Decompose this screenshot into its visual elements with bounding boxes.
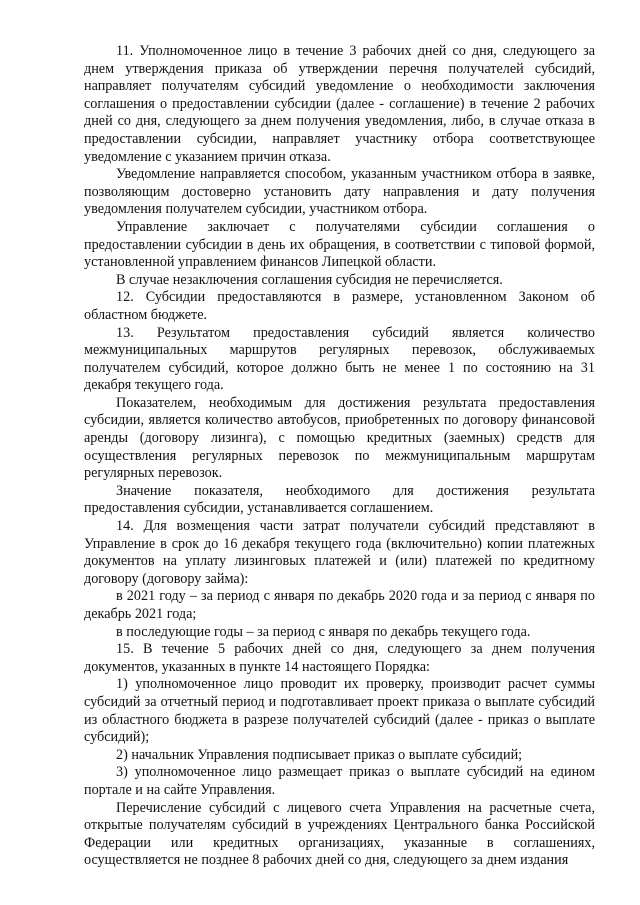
paragraph-agreement-conclusion: Управление заключает с получателями субсидии соглашения о предоставлении субсидии в день их обращения, в соответствии с типовой формой, установленной управлением финансов Липецкой области. [84, 218, 595, 271]
paragraph-12: 12. Субсидии предоставляются в размере, установленном Законом об областном бюджете. [84, 289, 595, 323]
paragraph-13: 13. Результатом предоставления субсидий является количество межмуниципальных маршрутов регулярных перевозок, обслуживаемых получателем субсидий, которое должно быть не менее 1 по состоянию на 31 декабря текущего года. [84, 324, 595, 394]
paragraph-indicator: Показателем, необходимым для достижения результата предоставления субсидии, является количество автобусов, приобретенных по договору финансовой аренды (договору лизинга), с помощью кредитных (заемных) средств для осуществления регулярных перевозок по межмуниципальным маршрутам регулярных перевозок. [84, 394, 595, 482]
paragraph-notification-method: Уведомление направляется способом, указанным участником отбора в заявке, позволяющим достоверно установить дату направления и дату получения уведомления получателем субсидии, участником отбора. [84, 166, 595, 218]
paragraph-15: 15. В течение 5 рабочих дней со дня, следующего за днем получения документов, указанных в пункте 14 настоящего Порядка: [84, 641, 595, 675]
paragraph-15-item-3: 3) уполномоченное лицо размещает приказ о выплате субсидий на едином портале и на сайте Управления. [84, 764, 595, 798]
paragraph-non-conclusion: В случае незаключения соглашения субсидия не перечисляется. [116, 271, 503, 288]
paragraph-14-year-2021: в 2021 году – за период с января по декабрь 2020 года и за период с января по декабрь 2021 года; [84, 588, 595, 622]
paragraph-11: 11. Уполномоченное лицо в течение 3 рабочих дней со дня, следующего за днем утверждения приказа об утверждении перечня получателей субсидий, направляет получателям субсидий уведомление о необходимости заключения соглашения о предоставлении субсидии (далее - соглашение) в течение 2 рабочих дней со дня, следующего за днем получения уведомления, либо, в случае отказа в предоставлении субсидии, направляет участнику отбора соответствующее уведомление с указанием причин отказа. [84, 43, 595, 165]
paragraph-15-item-2: 2) начальник Управления подписывает приказ о выплате субсидий; [116, 746, 523, 763]
paragraph-14-following-years: в последующие годы – за период с января по декабрь текущего года. [116, 623, 531, 640]
paragraph-14: 14. Для возмещения части затрат получатели субсидий представляют в Управление в срок до 16 декабря текущего года (включительно) копии платежных документов на уплату лизинговых платежей и (или) платежей по кредитному договору (договору займа): [84, 518, 595, 587]
paragraph-indicator-value: Значение показателя, необходимого для достижения результата предоставления субсидии, устанавливается соглашением. [84, 482, 595, 517]
paragraph-transfer: Перечисление субсидий с лицевого счета Управления на расчетные счета, открытые получателям субсидий в учреждениях Центрального банка Российской Федерации или кредитных организациях, указанные в соглашениях, осуществляется не позднее 8 рабочих дней со дня, следующего за днем издания [84, 799, 595, 869]
paragraph-15-item-1: 1) уполномоченное лицо проводит их проверку, производит расчет суммы субсидий за отчетный период и подготавливает проект приказа о выплате субсидий из областного бюджета в разрезе получателей субсидий (далее - приказ о выплате субсидий); [84, 676, 595, 746]
